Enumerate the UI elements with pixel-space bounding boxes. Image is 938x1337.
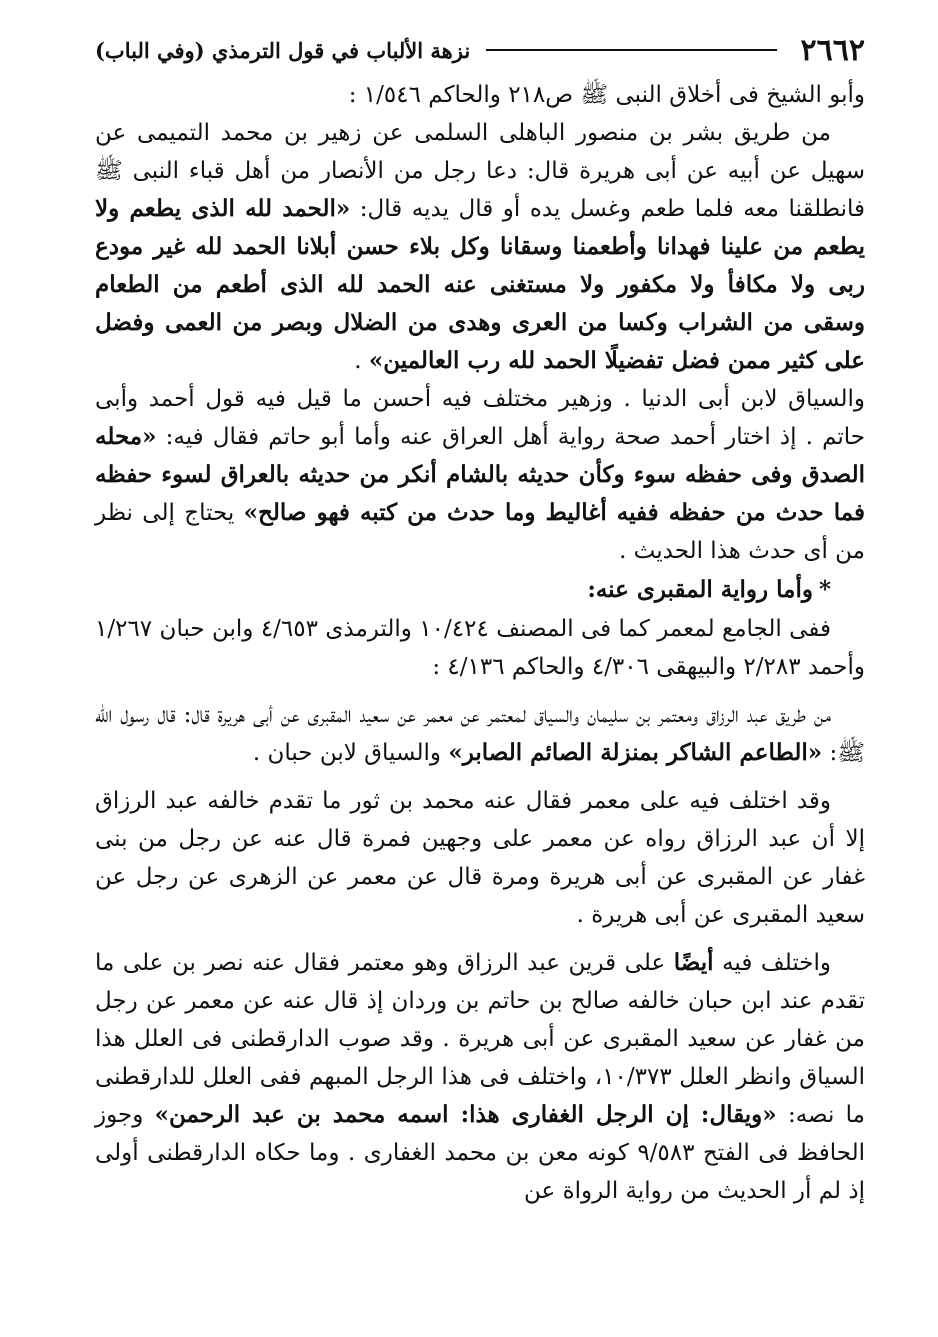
paragraph-commentary-1 — [95, 380, 865, 570]
paragraph-text: من طريق بشر بن منصور الباهلى السلمى عن زهير بن محمد التميمى عن سهيل عن أبيه عن أبى هريرة قال: دعا رجل من الأنصار من أهل قباء النبى ﷺ فانطلقنا معه فلما طعم وغسل يده أو قال يديه قال: — [95, 120, 865, 222]
page-number: ٢٦٦٢ — [800, 32, 865, 68]
hadith-quote: «الطاعم الشاكر بمنزلة الصائم الصابر» — [448, 739, 823, 766]
header-rule — [486, 49, 776, 51]
heading-text: وأما رواية المقبرى عنه: — [587, 576, 813, 603]
bullet-star: * — [818, 576, 831, 603]
narrator-quote: «ويقال: إن الرجل الغفارى هذا: اسمه محمد بن عبد الرحمن» — [154, 1101, 777, 1128]
paragraph-text: واختلف فيه — [713, 950, 832, 976]
paragraph-sources-2 — [95, 610, 865, 686]
paragraph-text: والسياق لابن أبى الدنيا . وزهير مختلف فيه أحسن ما قيل فيه قول أحمد وأبى حاتم . إذ اختار أحمد صحة رواية أهل العراق عنه وأما أبو حاتم فقال فيه: — [95, 386, 865, 450]
paragraph-sources-1 — [95, 76, 865, 114]
paragraph-text: يحتاج إلى نظر من أى حدث هذا الحديث . — [95, 500, 865, 564]
paragraph-commentary-2 — [95, 782, 865, 934]
paragraph-hadith-2 — [95, 696, 865, 772]
running-title: نزهة الألباب في قول الترمذي (وفي الباب) — [95, 37, 471, 63]
document-page — [95, 30, 865, 1330]
paragraph-text: وأبو الشيخ فى أخلاق النبى ﷺ ص٢١٨ والحاكم ١/٥٤٦ : — [348, 82, 865, 108]
paragraph-text: ففى الجامع لمعمر كما فى المصنف ١٠/٤٢٤ والترمذى ٤/٦٥٣ وابن حبان ١/٢٦٧ وأحمد ٢/٢٨٣ والبيهقى ٤/٣٠٦ والحاكم ٤/١٣٦ : — [95, 616, 865, 680]
paragraph-text: والسياق لابن حبان . — [252, 740, 449, 766]
paragraph-text: من طريق عبد الرزاق ومعتمر بن سليمان والسياق لمعتمر عن معمر عن سعيد المقبرى عن أبى هريرة قال: قال رسول الله ﷺ: — [95, 702, 865, 766]
paragraph-text: وقد اختلف فيه على معمر فقال عنه محمد بن ثور ما تقدم خالفه عبد الرزاق إلا أن عبد الرزاق رواه عن معمر على وجهين فمرة قال عنه عن رجل من بنى غفار عن المقبرى عن أبى هريرة ومرة قال عن معمر عن الزهرى عن رجل عن سعيد المقبرى عن أبى هريرة . — [95, 788, 865, 928]
paragraph-text: وجوز الحافظ فى الفتح ٩/٥٨٣ كونه معن بن محمد الغفارى . وما حكاه الدارقطنى أولى إذ لم أر الحديث من رواية الرواة عن — [95, 1102, 865, 1204]
hadith-quote: «الحمد لله الذى يطعم ولا يطعم من علينا فهدانا وأطعمنا وسقانا وكل بلاء حسن أبلانا الحمد لله غير مودع ربى ولا مكافأ ولا مكفور ولا مستغنى عنه الحمد لله الذى أطعم من الطعام وسقى من الشراب وكسا من العرى وهدى من الضلال وبصر من العمى وفضل على كثير ممن فضل تفضيلًا الحمد لله رب العالمين» — [95, 195, 865, 374]
narrator-quote: «محله الصدق وفى حفظه سوء وكأن حديثه بالشام أنكر من حديثه بالعراق لسوء حفظه فما حدث من حفظه ففيه أغاليط وما حدث من كتبه فهو صالح» — [95, 423, 865, 526]
section-heading — [95, 570, 865, 610]
paragraph-text: على قرين عبد الرزاق وهو معتمر فقال عنه نصر بن على ما تقدم عند ابن حبان خالفه صالح بن حاتم بن وردان إذ قال عنه عن معمر عن رجل من غفار عن سعيد المقبرى عن أبى هريرة . وقد صوب الدارقطنى فى العلل هذا السياق وانظر العلل ١٠/٣٧٣، واختلف فى هذا الرجل المبهم ففى العلل للدارقطنى ما نصه: — [95, 950, 865, 1128]
paragraph-hadith-1 — [95, 114, 865, 380]
emphasis-word: أيضًا — [673, 949, 714, 976]
paragraph-text: . — [354, 348, 369, 374]
page-header — [95, 30, 865, 70]
paragraph-commentary-3 — [95, 944, 865, 1210]
